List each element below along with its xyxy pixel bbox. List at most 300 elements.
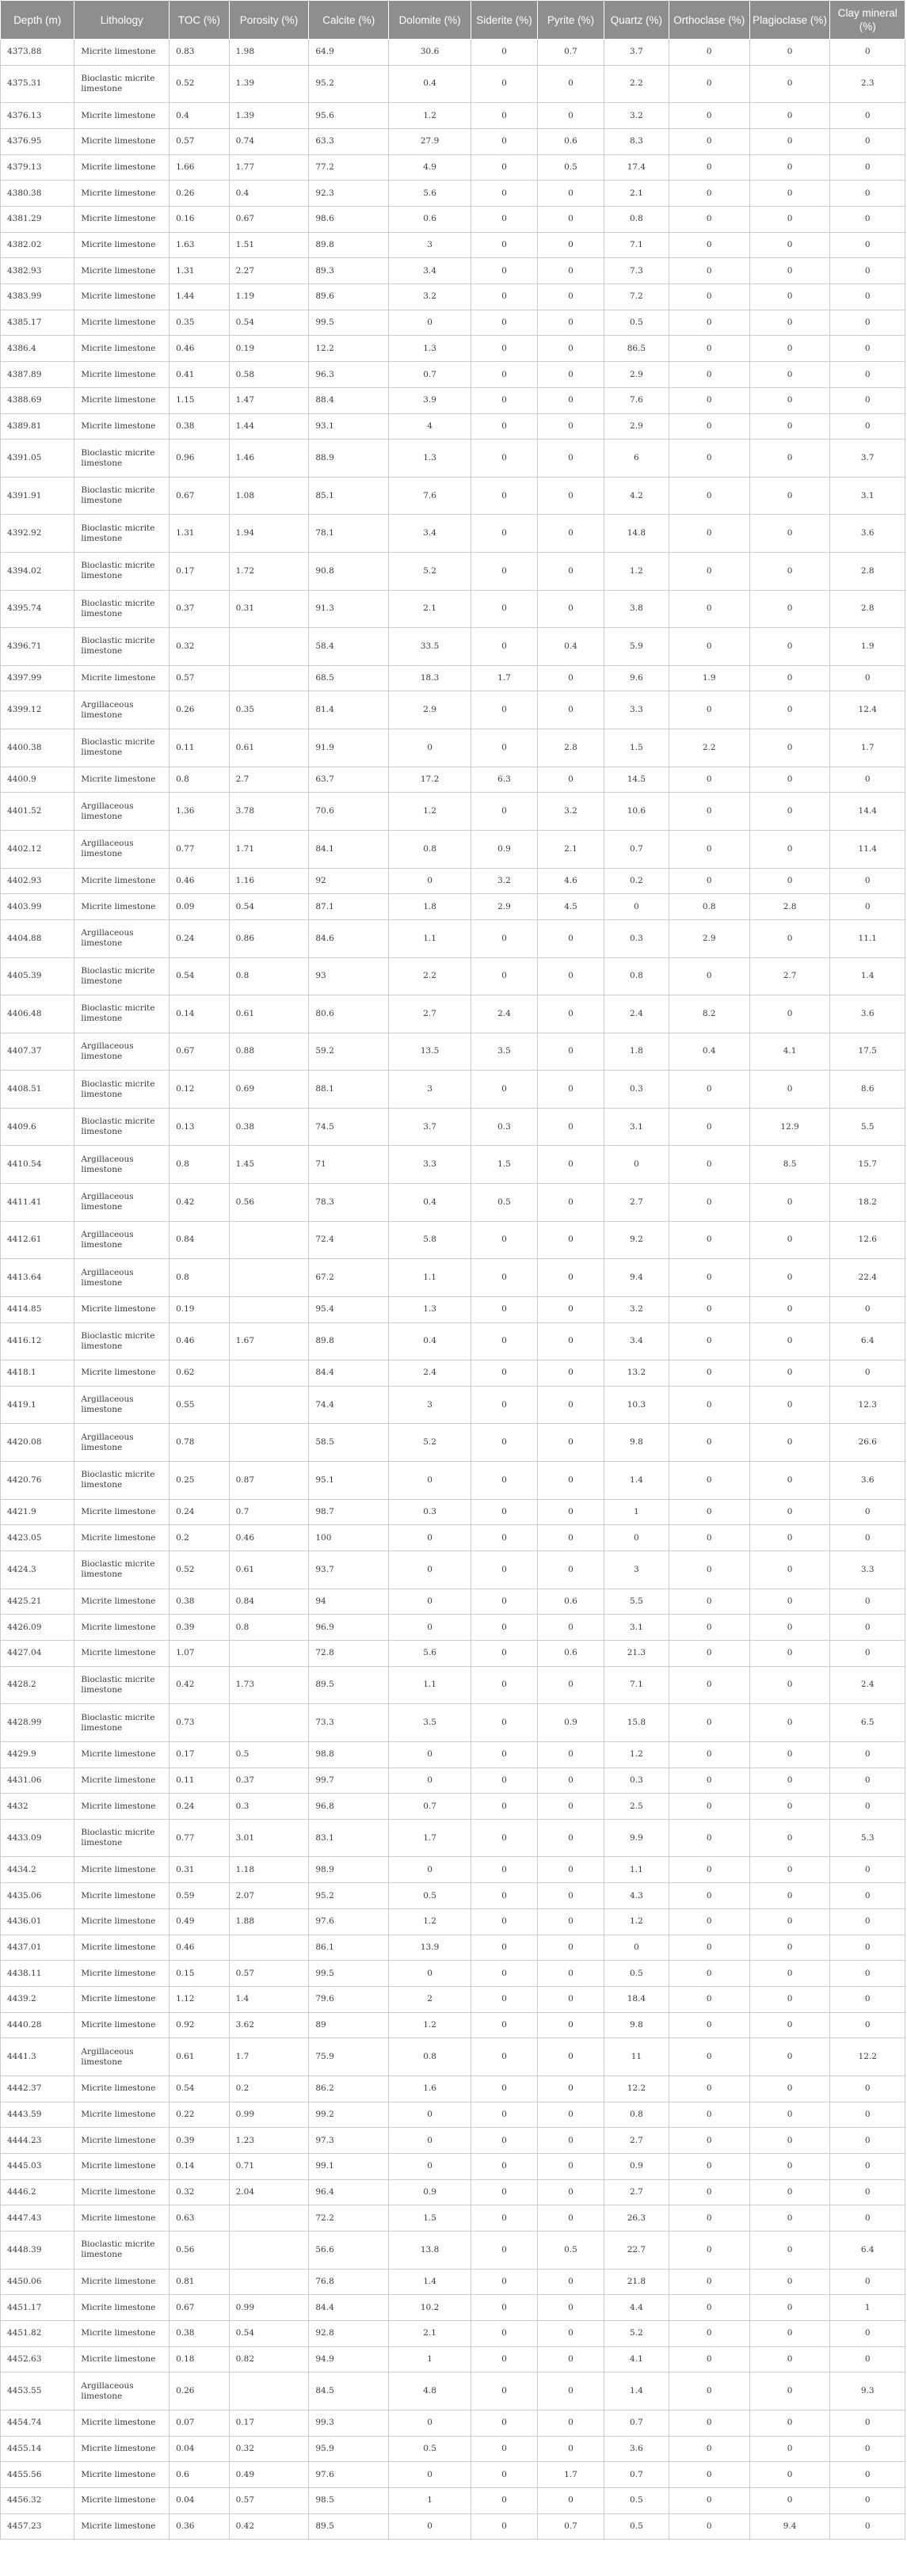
- cell-dolomite: 33.5: [389, 628, 471, 666]
- cell-pyrite: 0: [538, 1767, 604, 1794]
- cell-depth: 4387.89: [1, 362, 74, 388]
- cell-porosity: 1.39: [229, 65, 309, 103]
- table-row: [1, 894, 905, 920]
- cell-calcite: 88.9: [309, 439, 389, 478]
- cell-quartz: 3.2: [604, 1296, 669, 1322]
- cell-quartz: 1.4: [604, 1462, 669, 1500]
- cell-orthoclase: 0: [669, 2038, 749, 2076]
- cell-dolomite: 27.9: [389, 128, 471, 154]
- cell-calcite: 89.8: [309, 232, 389, 258]
- cell-plagioclase: 0: [749, 2488, 830, 2514]
- cell-quartz: 0: [604, 1146, 669, 1184]
- cell-siderite: 0.9: [471, 830, 538, 868]
- cell-orthoclase: 0: [669, 128, 749, 154]
- cell-quartz: 11: [604, 2038, 669, 2076]
- cell-calcite: 84.4: [309, 1360, 389, 1387]
- cell-depth: 4406.48: [1, 995, 74, 1033]
- cell-pyrite: 0: [538, 2153, 604, 2179]
- cell-siderite: 3.5: [471, 1033, 538, 1071]
- cell-calcite: 80.6: [309, 995, 389, 1033]
- cell-quartz: 2.7: [604, 2179, 669, 2205]
- table-row: [1, 515, 905, 553]
- cell-orthoclase: 0: [669, 1857, 749, 1883]
- cell-toc: 0.63: [170, 2205, 230, 2232]
- cell-quartz: 7.3: [604, 258, 669, 284]
- cell-toc: 0.59: [170, 1883, 230, 1909]
- table-row: [1, 2232, 905, 2270]
- cell-dolomite: 4.8: [389, 2372, 471, 2410]
- cell-pyrite: 0.6: [538, 128, 604, 154]
- cell-quartz: 3.3: [604, 691, 669, 729]
- cell-depth: 4380.38: [1, 181, 74, 207]
- cell-toc: 1.36: [170, 793, 230, 831]
- cell-clay-mineral: 0: [830, 1961, 905, 1987]
- cell-calcite: 95.4: [309, 1296, 389, 1322]
- cell-lithology: Micrite limestone: [74, 2436, 170, 2462]
- cell-depth: 4451.82: [1, 2320, 74, 2346]
- cell-plagioclase: 0: [749, 868, 830, 894]
- cell-toc: 0.78: [170, 1424, 230, 1462]
- cell-depth: 4376.95: [1, 128, 74, 154]
- cell-pyrite: 0: [538, 1666, 604, 1704]
- cell-depth: 4399.12: [1, 691, 74, 729]
- cell-siderite: 0: [471, 2205, 538, 2232]
- cell-pyrite: 1.7: [538, 2462, 604, 2488]
- cell-depth: 4426.09: [1, 1615, 74, 1641]
- cell-depth: 4423.05: [1, 1525, 74, 1551]
- table-row: [1, 207, 905, 233]
- cell-siderite: 0.3: [471, 1108, 538, 1146]
- cell-pyrite: 0: [538, 1108, 604, 1146]
- cell-siderite: 0: [471, 128, 538, 154]
- cell-clay-mineral: 0: [830, 767, 905, 793]
- cell-porosity: 0.35: [229, 691, 309, 729]
- cell-porosity: 0.54: [229, 894, 309, 920]
- cell-porosity: 0.99: [229, 2295, 309, 2321]
- cell-quartz: 7.6: [604, 387, 669, 413]
- cell-orthoclase: 0: [669, 1221, 749, 1259]
- cell-lithology: Micrite limestone: [74, 1741, 170, 1767]
- cell-clay-mineral: 0: [830, 1857, 905, 1883]
- cell-clay-mineral: 0: [830, 1640, 905, 1666]
- cell-pyrite: 0: [538, 387, 604, 413]
- cell-plagioclase: 0: [749, 830, 830, 868]
- cell-toc: 0.55: [170, 1386, 230, 1424]
- cell-clay-mineral: 0: [830, 1525, 905, 1551]
- table-header: [1, 1, 905, 40]
- cell-calcite: 89.6: [309, 284, 389, 310]
- cell-depth: 4379.13: [1, 154, 74, 181]
- cell-porosity: 0.2: [229, 2076, 309, 2102]
- table-row: [1, 477, 905, 515]
- cell-siderite: 0: [471, 793, 538, 831]
- cell-pyrite: 0: [538, 65, 604, 103]
- cell-toc: 0.18: [170, 2346, 230, 2372]
- cell-porosity: 2.7: [229, 767, 309, 793]
- cell-porosity: 0.19: [229, 336, 309, 362]
- cell-orthoclase: 0: [669, 181, 749, 207]
- cell-depth: 4385.17: [1, 310, 74, 336]
- cell-depth: 4381.29: [1, 207, 74, 233]
- cell-quartz: 0.2: [604, 868, 669, 894]
- cell-calcite: 70.6: [309, 793, 389, 831]
- table-row: [1, 1741, 905, 1767]
- cell-orthoclase: 0: [669, 2269, 749, 2295]
- cell-porosity: 1.46: [229, 439, 309, 478]
- cell-plagioclase: 0: [749, 919, 830, 957]
- cell-calcite: 73.3: [309, 1704, 389, 1742]
- table-row: [1, 995, 905, 1033]
- cell-dolomite: 0: [389, 2128, 471, 2154]
- cell-depth: 4428.99: [1, 1704, 74, 1742]
- cell-quartz: 3.4: [604, 1322, 669, 1360]
- cell-quartz: 0.3: [604, 1071, 669, 1109]
- cell-porosity: 3.01: [229, 1819, 309, 1857]
- cell-siderite: 0: [471, 2269, 538, 2295]
- cell-dolomite: 0: [389, 2410, 471, 2436]
- cell-toc: 0.36: [170, 2513, 230, 2540]
- cell-calcite: 63.3: [309, 128, 389, 154]
- cell-dolomite: 1.7: [389, 1819, 471, 1857]
- cell-clay-mineral: 6.5: [830, 1704, 905, 1742]
- table-row: [1, 387, 905, 413]
- cell-orthoclase: 0: [669, 628, 749, 666]
- cell-quartz: 0: [604, 894, 669, 920]
- cell-depth: 4445.03: [1, 2153, 74, 2179]
- cell-pyrite: 0: [538, 2269, 604, 2295]
- cell-lithology: Bioclastic micrite limestone: [74, 439, 170, 478]
- cell-depth: 4442.37: [1, 2076, 74, 2102]
- cell-siderite: 1.7: [471, 665, 538, 691]
- cell-dolomite: 3.3: [389, 1146, 471, 1184]
- cell-toc: 1.66: [170, 154, 230, 181]
- cell-depth: 4408.51: [1, 1071, 74, 1109]
- cell-dolomite: 17.2: [389, 767, 471, 793]
- cell-quartz: 14.8: [604, 515, 669, 553]
- cell-clay-mineral: 0: [830, 2488, 905, 2514]
- cell-porosity: 0.5: [229, 1741, 309, 1767]
- cell-toc: 1.12: [170, 1986, 230, 2012]
- cell-calcite: 89.8: [309, 1322, 389, 1360]
- cell-lithology: Micrite limestone: [74, 336, 170, 362]
- cell-pyrite: 0: [538, 957, 604, 995]
- table-row: [1, 1961, 905, 1987]
- cell-dolomite: 3.4: [389, 515, 471, 553]
- cell-toc: 0.77: [170, 1819, 230, 1857]
- cell-calcite: 56.6: [309, 2232, 389, 2270]
- cell-siderite: 0: [471, 1640, 538, 1666]
- cell-quartz: 0.5: [604, 2513, 669, 2540]
- cell-quartz: 86.5: [604, 336, 669, 362]
- cell-porosity: 0.54: [229, 2320, 309, 2346]
- cell-lithology: Micrite limestone: [74, 232, 170, 258]
- cell-toc: 0.12: [170, 1071, 230, 1109]
- cell-pyrite: 0: [538, 1741, 604, 1767]
- cell-calcite: 87.1: [309, 894, 389, 920]
- cell-calcite: 84.1: [309, 830, 389, 868]
- cell-depth: 4441.3: [1, 2038, 74, 2076]
- cell-plagioclase: 0: [749, 2269, 830, 2295]
- cell-depth: 4443.59: [1, 2102, 74, 2128]
- cell-pyrite: 0.7: [538, 2513, 604, 2540]
- cell-siderite: 0: [471, 2295, 538, 2321]
- cell-dolomite: 3.5: [389, 1704, 471, 1742]
- cell-siderite: 0: [471, 336, 538, 362]
- cell-calcite: 59.2: [309, 1033, 389, 1071]
- cell-clay-mineral: 0: [830, 181, 905, 207]
- cell-lithology: Bioclastic micrite limestone: [74, 2232, 170, 2270]
- cell-lithology: Micrite limestone: [74, 2269, 170, 2295]
- cell-dolomite: 1.1: [389, 1666, 471, 1704]
- cell-calcite: 71: [309, 1146, 389, 1184]
- cell-siderite: 0: [471, 2038, 538, 2076]
- cell-depth: 4455.56: [1, 2462, 74, 2488]
- cell-porosity: [229, 1640, 309, 1666]
- table-row: [1, 284, 905, 310]
- cell-siderite: 0: [471, 2076, 538, 2102]
- cell-calcite: 76.8: [309, 2269, 389, 2295]
- cell-quartz: 5.9: [604, 628, 669, 666]
- cell-pyrite: 0: [538, 2076, 604, 2102]
- cell-calcite: 89.5: [309, 2513, 389, 2540]
- table-row: [1, 1794, 905, 1820]
- table-row: [1, 128, 905, 154]
- table-row: [1, 181, 905, 207]
- cell-pyrite: 0: [538, 767, 604, 793]
- cell-dolomite: 0.7: [389, 362, 471, 388]
- cell-porosity: 2.27: [229, 258, 309, 284]
- cell-plagioclase: 0: [749, 2153, 830, 2179]
- table-row: [1, 2410, 905, 2436]
- cell-plagioclase: 0: [749, 1666, 830, 1704]
- cell-porosity: [229, 1360, 309, 1387]
- cell-depth: 4437.01: [1, 1935, 74, 1961]
- cell-porosity: [229, 628, 309, 666]
- cell-quartz: 4.3: [604, 1883, 669, 1909]
- cell-clay-mineral: 5.3: [830, 1819, 905, 1857]
- cell-porosity: 0.4: [229, 181, 309, 207]
- cell-orthoclase: 0: [669, 1986, 749, 2012]
- cell-quartz: 6: [604, 439, 669, 478]
- cell-toc: 0.39: [170, 2128, 230, 2154]
- cell-clay-mineral: 0: [830, 894, 905, 920]
- cell-quartz: 2.9: [604, 413, 669, 439]
- cell-siderite: 0: [471, 1819, 538, 1857]
- cell-orthoclase: 0: [669, 65, 749, 103]
- cell-depth: 4427.04: [1, 1640, 74, 1666]
- column-header-calcite: Calcite (%): [309, 1, 389, 40]
- cell-lithology: Micrite limestone: [74, 2076, 170, 2102]
- cell-depth: 4431.06: [1, 1767, 74, 1794]
- cell-depth: 4420.08: [1, 1424, 74, 1462]
- cell-quartz: 4.2: [604, 477, 669, 515]
- cell-calcite: 84.5: [309, 2372, 389, 2410]
- cell-porosity: 1.4: [229, 1986, 309, 2012]
- cell-calcite: 88.4: [309, 387, 389, 413]
- cell-porosity: 0.37: [229, 1767, 309, 1794]
- cell-lithology: Bioclastic micrite limestone: [74, 515, 170, 553]
- cell-pyrite: 0: [538, 258, 604, 284]
- cell-plagioclase: 0: [749, 590, 830, 628]
- cell-orthoclase: 0: [669, 2346, 749, 2372]
- cell-orthoclase: 0: [669, 1589, 749, 1615]
- cell-calcite: 72.4: [309, 1221, 389, 1259]
- cell-siderite: 0: [471, 2012, 538, 2038]
- cell-toc: 1.63: [170, 232, 230, 258]
- cell-siderite: 0: [471, 181, 538, 207]
- cell-pyrite: 0: [538, 691, 604, 729]
- cell-pyrite: 0: [538, 665, 604, 691]
- cell-porosity: [229, 2205, 309, 2232]
- cell-clay-mineral: 2.3: [830, 65, 905, 103]
- cell-depth: 4400.9: [1, 767, 74, 793]
- cell-siderite: 0: [471, 1525, 538, 1551]
- cell-porosity: 1.47: [229, 387, 309, 413]
- cell-orthoclase: 0: [669, 1551, 749, 1589]
- cell-pyrite: 0.6: [538, 1589, 604, 1615]
- cell-quartz: 22.7: [604, 2232, 669, 2270]
- cell-clay-mineral: 12.4: [830, 691, 905, 729]
- cell-dolomite: 0: [389, 1961, 471, 1987]
- cell-orthoclase: 0: [669, 2102, 749, 2128]
- cell-dolomite: 1.3: [389, 336, 471, 362]
- cell-toc: 0.17: [170, 553, 230, 591]
- cell-toc: 0.46: [170, 1322, 230, 1360]
- cell-porosity: 0.32: [229, 2436, 309, 2462]
- cell-pyrite: 0: [538, 1551, 604, 1589]
- cell-orthoclase: 0: [669, 1146, 749, 1184]
- table-row: [1, 729, 905, 767]
- cell-clay-mineral: 0: [830, 1986, 905, 2012]
- cell-clay-mineral: 0: [830, 2462, 905, 2488]
- cell-quartz: 3.1: [604, 1108, 669, 1146]
- cell-calcite: 99.3: [309, 2410, 389, 2436]
- cell-depth: 4456.32: [1, 2488, 74, 2514]
- cell-lithology: Micrite limestone: [74, 665, 170, 691]
- cell-quartz: 9.2: [604, 1221, 669, 1259]
- cell-porosity: 0.86: [229, 919, 309, 957]
- cell-lithology: Bioclastic micrite limestone: [74, 957, 170, 995]
- cell-porosity: 0.54: [229, 310, 309, 336]
- cell-pyrite: 0: [538, 1259, 604, 1297]
- cell-lithology: Micrite limestone: [74, 2102, 170, 2128]
- cell-orthoclase: 0: [669, 2488, 749, 2514]
- cell-depth: 4376.13: [1, 103, 74, 129]
- cell-toc: 0.35: [170, 310, 230, 336]
- column-header-dolomite: Dolomite (%): [389, 1, 471, 40]
- cell-quartz: 0.8: [604, 207, 669, 233]
- column-header-toc: TOC (%): [170, 1, 230, 40]
- cell-quartz: 5.5: [604, 1589, 669, 1615]
- cell-plagioclase: 0: [749, 767, 830, 793]
- cell-pyrite: 0: [538, 515, 604, 553]
- cell-porosity: 0.67: [229, 207, 309, 233]
- cell-clay-mineral: 0: [830, 40, 905, 66]
- cell-clay-mineral: 0: [830, 2269, 905, 2295]
- cell-porosity: 1.18: [229, 1857, 309, 1883]
- cell-orthoclase: 0: [669, 793, 749, 831]
- cell-dolomite: 0.8: [389, 2038, 471, 2076]
- cell-plagioclase: 0: [749, 2462, 830, 2488]
- cell-pyrite: 0: [538, 2102, 604, 2128]
- cell-depth: 4375.31: [1, 65, 74, 103]
- cell-lithology: Bioclastic micrite limestone: [74, 1108, 170, 1146]
- cell-porosity: 0.84: [229, 1589, 309, 1615]
- cell-siderite: 0: [471, 2179, 538, 2205]
- cell-orthoclase: 0: [669, 2410, 749, 2436]
- cell-siderite: 0: [471, 1462, 538, 1500]
- cell-quartz: 8.3: [604, 128, 669, 154]
- cell-plagioclase: 0: [749, 995, 830, 1033]
- cell-lithology: Micrite limestone: [74, 1296, 170, 1322]
- cell-porosity: 1.19: [229, 284, 309, 310]
- cell-orthoclase: 0: [669, 590, 749, 628]
- table-row: [1, 65, 905, 103]
- cell-plagioclase: 0: [749, 729, 830, 767]
- cell-depth: 4394.02: [1, 553, 74, 591]
- cell-toc: 1.07: [170, 1640, 230, 1666]
- cell-toc: 0.46: [170, 336, 230, 362]
- cell-depth: 4407.37: [1, 1033, 74, 1071]
- table-row: [1, 868, 905, 894]
- cell-clay-mineral: 22.4: [830, 1259, 905, 1297]
- cell-lithology: Bioclastic micrite limestone: [74, 1551, 170, 1589]
- cell-clay-mineral: 0: [830, 2436, 905, 2462]
- cell-orthoclase: 0: [669, 1525, 749, 1551]
- cell-plagioclase: 0: [749, 1499, 830, 1525]
- cell-calcite: 93.7: [309, 1551, 389, 1589]
- column-header-depth: Depth (m): [1, 1, 74, 40]
- cell-porosity: 0.71: [229, 2153, 309, 2179]
- cell-dolomite: 0: [389, 1615, 471, 1641]
- cell-orthoclase: 0: [669, 2153, 749, 2179]
- cell-orthoclase: 0: [669, 1935, 749, 1961]
- table-row: [1, 1986, 905, 2012]
- cell-orthoclase: 0: [669, 207, 749, 233]
- cell-depth: 4402.12: [1, 830, 74, 868]
- cell-plagioclase: 0: [749, 2436, 830, 2462]
- cell-toc: 1.44: [170, 284, 230, 310]
- cell-toc: 0.8: [170, 1146, 230, 1184]
- cell-depth: 4440.28: [1, 2012, 74, 2038]
- cell-pyrite: 0: [538, 1615, 604, 1641]
- cell-dolomite: 5.2: [389, 1424, 471, 1462]
- cell-orthoclase: 0: [669, 1883, 749, 1909]
- cell-calcite: 64.9: [309, 40, 389, 66]
- cell-toc: 0.11: [170, 729, 230, 767]
- cell-quartz: 2.9: [604, 362, 669, 388]
- cell-quartz: 0: [604, 1935, 669, 1961]
- cell-orthoclase: 0: [669, 1961, 749, 1987]
- cell-clay-mineral: 0: [830, 284, 905, 310]
- cell-clay-mineral: 1.7: [830, 729, 905, 767]
- cell-dolomite: 30.6: [389, 40, 471, 66]
- cell-dolomite: 5.8: [389, 1221, 471, 1259]
- cell-siderite: 0: [471, 310, 538, 336]
- cell-dolomite: 0.4: [389, 65, 471, 103]
- cell-calcite: 58.4: [309, 628, 389, 666]
- column-header-porosity: Porosity (%): [229, 1, 309, 40]
- cell-depth: 4392.92: [1, 515, 74, 553]
- cell-toc: 0.15: [170, 1961, 230, 1987]
- cell-plagioclase: 0: [749, 1767, 830, 1794]
- cell-depth: 4447.43: [1, 2205, 74, 2232]
- cell-toc: 0.39: [170, 1615, 230, 1641]
- cell-quartz: 2.4: [604, 995, 669, 1033]
- cell-porosity: [229, 2269, 309, 2295]
- cell-toc: 0.57: [170, 128, 230, 154]
- cell-plagioclase: 0: [749, 1221, 830, 1259]
